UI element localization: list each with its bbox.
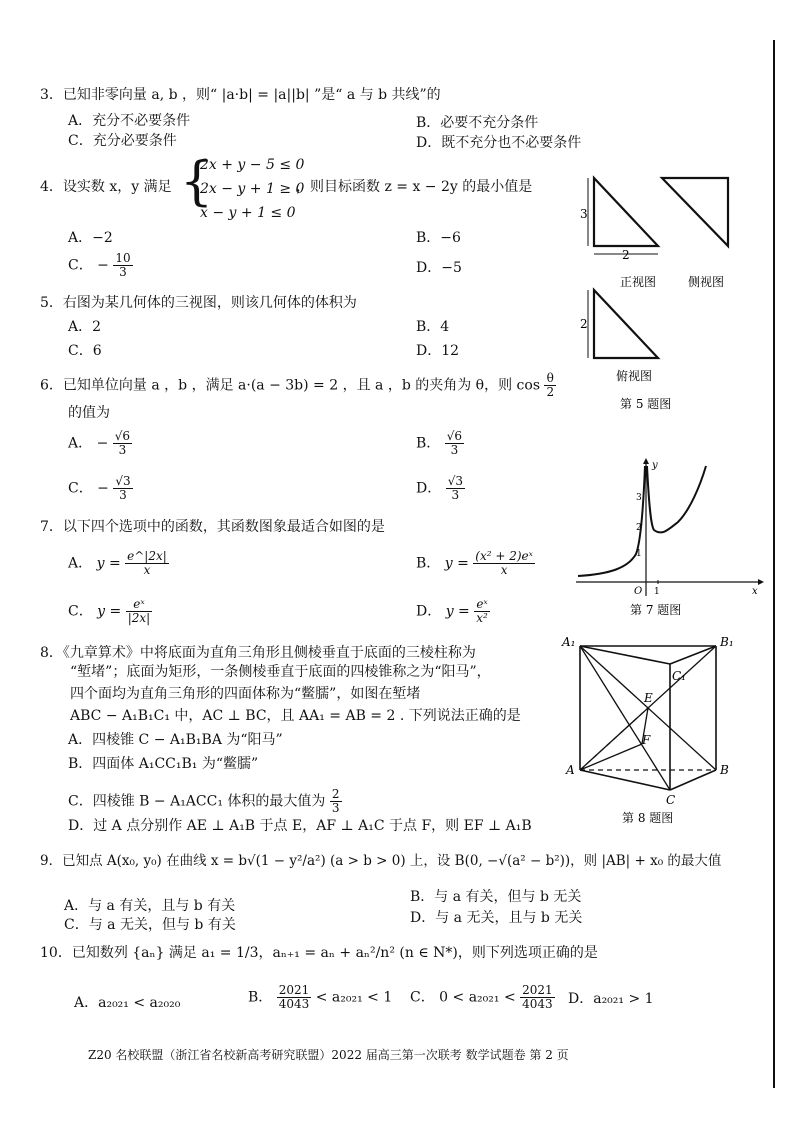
q6-theta-fraction [544, 372, 556, 399]
q5-stem: 5．右图为某几何体的三视图，则该几何体的体积为 [40, 295, 357, 311]
q7-option-b-fraction [473, 550, 535, 577]
q7-option-b-label: B． [416, 555, 441, 572]
label-a1: A₁ [562, 635, 576, 649]
y-tick-1: 1 [636, 549, 642, 559]
q7-option-d-fraction [474, 598, 490, 625]
figure-7-caption: 第 7 题图 [630, 603, 682, 617]
page-footer: Z20 名校联盟（浙江省名校新高考研究联盟）2022 届高三第一次联考 数学试题卷 第 2 页 [88, 1048, 569, 1062]
q10-option-b [248, 984, 392, 1011]
y-axis-label: y [652, 460, 658, 471]
q10-option-c [410, 984, 555, 1011]
q10-option-d: D．a₂₀₂₁ > 1 [568, 991, 654, 1007]
q4-option-d: D．−5 [416, 260, 462, 276]
q7-option-b-num: (x² + 2)eˣ [475, 549, 533, 563]
figure-7 [570, 456, 770, 620]
q7-option-c-num: eˣ [126, 598, 153, 612]
q7-option-c [68, 598, 152, 625]
page-margin-line [773, 40, 775, 1088]
q5-option-d: D．12 [416, 343, 460, 359]
q8-option-b: B．四面体 A₁CC₁B₁ 为“鳖臑” [68, 756, 259, 772]
q4-stem-pre: 4．设实数 x，y 满足 [40, 179, 172, 195]
q8-option-c-fraction [330, 788, 342, 815]
right-branch-curve [647, 466, 706, 532]
q9-option-b: B．与 a 有关，但与 b 无关 [410, 889, 582, 905]
q3-option-a: A．充分不必要条件 [68, 113, 191, 129]
q4-option-c-fraction [113, 252, 132, 279]
q6-option-d [416, 475, 465, 502]
q6-option-d-fraction [446, 475, 465, 502]
q7-option-d-den: x² [476, 611, 488, 625]
label-f: F [642, 733, 651, 747]
q10-option-b-num: 2021 [278, 983, 310, 997]
label-b: B [720, 763, 729, 777]
q6-option-d-label: D． [416, 480, 442, 497]
q9-option-c: C．与 a 无关，但与 b 有关 [64, 917, 236, 933]
x-tick-1: 1 [654, 587, 660, 597]
label-b1: B₁ [720, 635, 734, 649]
q10-option-b-den: 4043 [278, 997, 310, 1011]
x-axis-label: x [752, 586, 758, 597]
q4-brace: { [180, 152, 214, 212]
q6-stem-2: 的值为 [68, 405, 110, 421]
side-view-triangle [662, 178, 728, 246]
edge-c1-b1 [670, 646, 716, 664]
q6-theta-num: θ [544, 372, 556, 386]
q8-option-c-num: 2 [331, 787, 340, 801]
q8-option-d: D．过 A 点分别作 AE ⊥ A₁B 于点 E，AF ⊥ A₁C 于点 F，则 EF ⊥ A₁B [68, 818, 532, 834]
y-axis-arrow [643, 458, 649, 464]
q6-stem [40, 372, 556, 399]
q10-option-b-fraction [277, 984, 312, 1011]
q9-option-d: D．与 a 无关，且与 b 无关 [410, 910, 583, 926]
q10-stem: 10．已知数列 {aₙ} 满足 a₁ = 1/3，aₙ₊₁ = aₙ + aₙ²/n² (n ∈ N*)，则下列选项正确的是 [40, 945, 598, 961]
q6-option-a [68, 430, 132, 457]
q10-option-c-fraction [520, 984, 555, 1011]
label-c1: C₁ [672, 669, 686, 683]
q7-option-c-fraction [126, 598, 153, 625]
q8-line-4: ABC − A₁B₁C₁ 中，AC ⊥ BC，且 AA₁ = AB = 2 . 下列说法正确的是 [70, 708, 521, 724]
q6-option-d-num: √3 [447, 474, 463, 488]
q7-option-d [416, 598, 490, 625]
front-view-label: 正视图 [620, 275, 657, 289]
q6-option-b [416, 430, 464, 457]
edge-a-c [580, 770, 670, 790]
q7-option-a-fraction [125, 550, 169, 577]
q7-option-d-num: eˣ [474, 598, 490, 612]
q7-option-b-den: x [500, 563, 508, 577]
q6-option-c-sign: − [97, 480, 109, 497]
q8-option-c-text: C．四棱锥 B − A₁ACC₁ 体积的最大值为 [68, 793, 326, 810]
q8-line-2: “堑堵”；底面为矩形，一条侧棱垂直于底面的四棱锥称之为“阳马”， [70, 664, 491, 680]
q4-option-c-sign: − [97, 257, 109, 274]
q7-stem: 7．以下四个选项中的函数，其函数图象最适合如图的是 [40, 519, 385, 535]
q6-option-a-sign: − [96, 435, 109, 452]
q4-option-c-den: 3 [119, 265, 127, 279]
q7-option-c-label: C． [68, 603, 93, 620]
q4-constraint-2: 2x − y + 1 ≥ 0 [200, 181, 305, 197]
front-view-triangle [594, 178, 658, 246]
figure-8 [560, 632, 760, 828]
q3-option-d: D．既不充分也不必要条件 [416, 135, 582, 151]
q8-option-c [68, 788, 342, 815]
q5-option-b: B．4 [416, 319, 450, 335]
segment-a1-c [580, 646, 670, 790]
q10-option-b-label: B． [248, 989, 273, 1006]
label-e: E [644, 691, 653, 705]
origin-label: O [634, 586, 643, 597]
q4-option-c-num: 10 [115, 251, 131, 265]
q6-option-b-label: B． [416, 435, 441, 452]
q6-option-a-label: A． [68, 435, 93, 452]
q4-stem-post: ，则目标函数 z = x − 2y 的最小值是 [296, 179, 533, 195]
q6-option-c-label: C． [68, 480, 93, 497]
figure-5 [580, 168, 760, 416]
edge-a1-c1 [580, 646, 670, 664]
q4-option-c-label: C． [68, 257, 93, 274]
q10-option-c-num: 2021 [522, 983, 553, 997]
q7-option-a-label: A． [68, 555, 93, 572]
q4-option-c [68, 252, 133, 279]
top-view-label: 俯视图 [616, 369, 653, 383]
top-view-dim-label: 2 [580, 317, 588, 331]
q4-option-a: A．−2 [68, 230, 113, 246]
q10-option-c-den: 4043 [522, 997, 553, 1011]
left-branch-curve [578, 466, 645, 576]
figure-5-caption: 第 5 题图 [620, 397, 672, 411]
x-axis-arrow [758, 579, 764, 585]
q6-option-a-fraction [113, 430, 132, 457]
side-view-label: 侧视图 [688, 275, 725, 289]
label-c: C [666, 793, 676, 807]
front-view-width-label: 2 [622, 248, 630, 262]
q6-option-c-fraction [113, 475, 132, 502]
edge-c-b [670, 770, 716, 790]
q6-option-d-den: 3 [451, 488, 460, 502]
q9-stem: 9．已知点 A(x₀, y₀) 在曲线 x = b√(1 − y²/a²) (a > b > 0) 上，设 B(0, −√(a² − b²))，则 |AB| + x₀ 的最大值 [40, 853, 722, 869]
q5-option-c: C．6 [68, 343, 102, 359]
q7-option-a-lhs: y = [96, 555, 121, 572]
q5-option-a: A．2 [68, 319, 102, 335]
y-tick-3: 3 [636, 493, 642, 503]
q8-line-1: 8．《九章算术》中将底面为直角三角形且侧棱垂直于底面的三棱柱称为 [40, 645, 476, 661]
q3-option-b: B．必要不充分条件 [416, 115, 539, 131]
q6-option-b-fraction [445, 430, 464, 457]
q9-option-a: A．与 a 有关，且与 b 有关 [64, 898, 236, 914]
figure-8-caption: 第 8 题图 [622, 811, 674, 825]
q8-option-c-den: 3 [331, 801, 340, 815]
q7-option-b-lhs: y = [444, 555, 469, 572]
q6-option-a-den: 3 [118, 443, 127, 457]
q6-option-b-den: 3 [450, 443, 459, 457]
q8-option-a: A．四棱锥 C − A₁B₁BA 为“阳马” [68, 732, 283, 748]
q4-option-b: B．−6 [416, 230, 461, 246]
q4-constraint-1: 2x + y − 5 ≤ 0 [200, 157, 305, 173]
label-a: A [566, 763, 575, 777]
segment-a-f [580, 744, 642, 770]
q6-option-a-num: √6 [114, 429, 131, 443]
q10-option-a: A．a₂₀₂₁ < a₂₀₂₀ [74, 995, 181, 1011]
q6-option-c-num: √3 [115, 474, 131, 488]
q7-option-c-lhs: y = [97, 603, 122, 620]
q7-option-c-den: |2x| [127, 611, 151, 625]
q4-constraint-3: x − y + 1 ≤ 0 [200, 205, 296, 221]
front-view-height-label: 3 [580, 207, 588, 221]
top-view-triangle [594, 290, 658, 358]
q3-option-c: C．充分必要条件 [68, 133, 177, 149]
q10-option-c-pre: 0 < a₂₀₂₁ < [439, 989, 516, 1006]
y-tick-2: 2 [636, 523, 642, 533]
q7-option-a-num: e^|2x| [127, 549, 167, 563]
q10-option-c-label: C． [410, 989, 435, 1006]
q7-option-a-den: x [143, 563, 151, 577]
q7-option-d-lhs: y = [445, 603, 470, 620]
q6-theta-den: 2 [546, 385, 555, 399]
q6-stem-text: 6．已知单位向量 a ，b ，满足 a·(a − 3b) = 2 ，且 a ，b 的夹角为 θ，则 cos [40, 377, 541, 394]
q6-option-c-den: 3 [119, 488, 127, 502]
q8-line-3: 四个面均为直角三角形的四面体称为“鳖臑”，如图在堑堵 [70, 686, 421, 702]
q3-stem: 3．已知非零向量 a, b ，则“ |a·b| = |a||b| ”是“ a 与 b 共线”的 [40, 87, 441, 103]
q6-option-c [68, 475, 133, 502]
q6-option-b-num: √6 [446, 429, 463, 443]
q7-option-b [416, 550, 535, 577]
q7-option-d-label: D． [416, 603, 442, 620]
q7-option-a [68, 550, 169, 577]
q10-option-b-rest: < a₂₀₂₁ < 1 [315, 989, 393, 1006]
